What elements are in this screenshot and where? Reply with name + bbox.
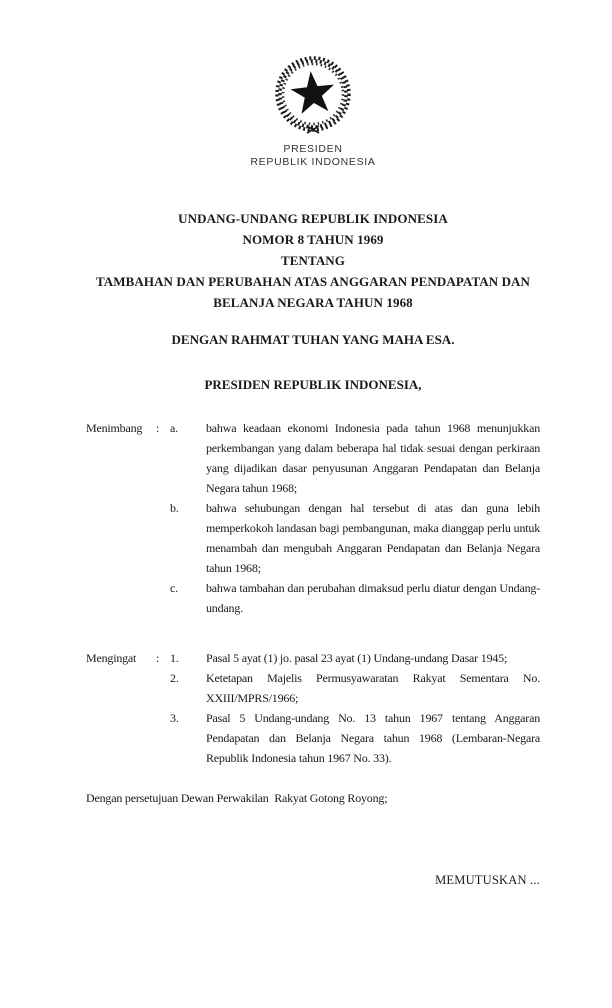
mengingat-item-3: [86, 708, 540, 768]
approval-line: Dengan persetujuan Dewan Perwakilan Rakyat Gotong Royong;: [86, 791, 388, 805]
menimbang-item-c: [86, 578, 540, 618]
letterhead: [86, 0, 540, 169]
item-marker: 2.: [170, 671, 179, 685]
item-text: bahwa sehubungan dengan hal tersebut di atas dan guna lebih memperkokoh landasan bagi pembangunan, maka dianggap perlu untuk menambah dan mengubah Anggaran Pendapatan dan Belanja Negara tahun 1968;: [206, 501, 540, 575]
item-marker: 3.: [170, 711, 179, 725]
mengingat-separator: :: [156, 651, 160, 665]
law-title-line5: BELANJA NEGARA TAHUN 1968: [213, 295, 413, 310]
item-text: bahwa tambahan dan perubahan dimaksud perlu diatur dengan Undang-undang.: [206, 581, 540, 615]
mengingat-label: Mengingat: [86, 651, 137, 665]
item-marker: a.: [170, 421, 178, 435]
menimbang-section: [86, 418, 540, 618]
item-text: Pasal 5 ayat (1) jo. pasal 23 ayat (1) Undang-undang Dasar 1945;: [206, 651, 508, 665]
authority-line: PRESIDEN REPUBLIK INDONESIA,: [204, 377, 422, 392]
law-title-line3: TENTANG: [280, 253, 346, 268]
item-text: Pasal 5 Undang-undang No. 13 tahun 1967 tentang Anggaran Pendapatan dan Belanja Negara tahun 1968 (Lembaran-Negara Republik Indonesia tahun 1967 No. 33).: [206, 711, 540, 765]
law-title-line1: UNDANG-UNDANG REPUBLIK INDONESIA: [178, 211, 448, 226]
item-text: Ketetapan Majelis Permusyawaratan Rakyat Sementara No. XXIII/MPRS/1966;: [206, 671, 540, 705]
law-title-block: [86, 208, 540, 313]
document-content: [86, 0, 540, 890]
law-title-line2: NOMOR 8 TAHUN 1969: [242, 232, 384, 247]
menimbang-item-b: [86, 498, 540, 578]
org-name-line1: PRESIDEN: [283, 143, 343, 155]
org-name-line2: REPUBLIK INDONESIA: [250, 156, 376, 168]
mengingat-section: [86, 648, 540, 768]
item-marker: b.: [170, 501, 179, 515]
menimbang-item-a: [86, 418, 540, 498]
item-text: bahwa keadaan ekonomi Indonesia pada tahun 1968 menunjukkan perkembangan yang dalam beberapa hal tidak sesuai dengan perkiraan yang dijadikan dasar penyusunan Anggaran Pendapatan dan Belanja Negara tahun 1968;: [206, 421, 540, 495]
item-marker: 1.: [170, 651, 179, 665]
invocation-line: DENGAN RAHMAT TUHAN YANG MAHA ESA.: [171, 332, 455, 347]
item-marker: c.: [170, 581, 178, 595]
decision-marker: MEMUTUSKAN ...: [435, 873, 540, 887]
menimbang-separator: :: [156, 421, 160, 435]
menimbang-label: Menimbang: [86, 421, 143, 435]
mengingat-item-2: [86, 668, 540, 708]
presidential-star-wreath-seal-icon: [270, 55, 356, 137]
mengingat-item-1: [86, 648, 540, 668]
law-title-line4: TAMBAHAN DAN PERUBAHAN ATAS ANGGARAN PENDAPATAN DAN: [95, 274, 531, 289]
